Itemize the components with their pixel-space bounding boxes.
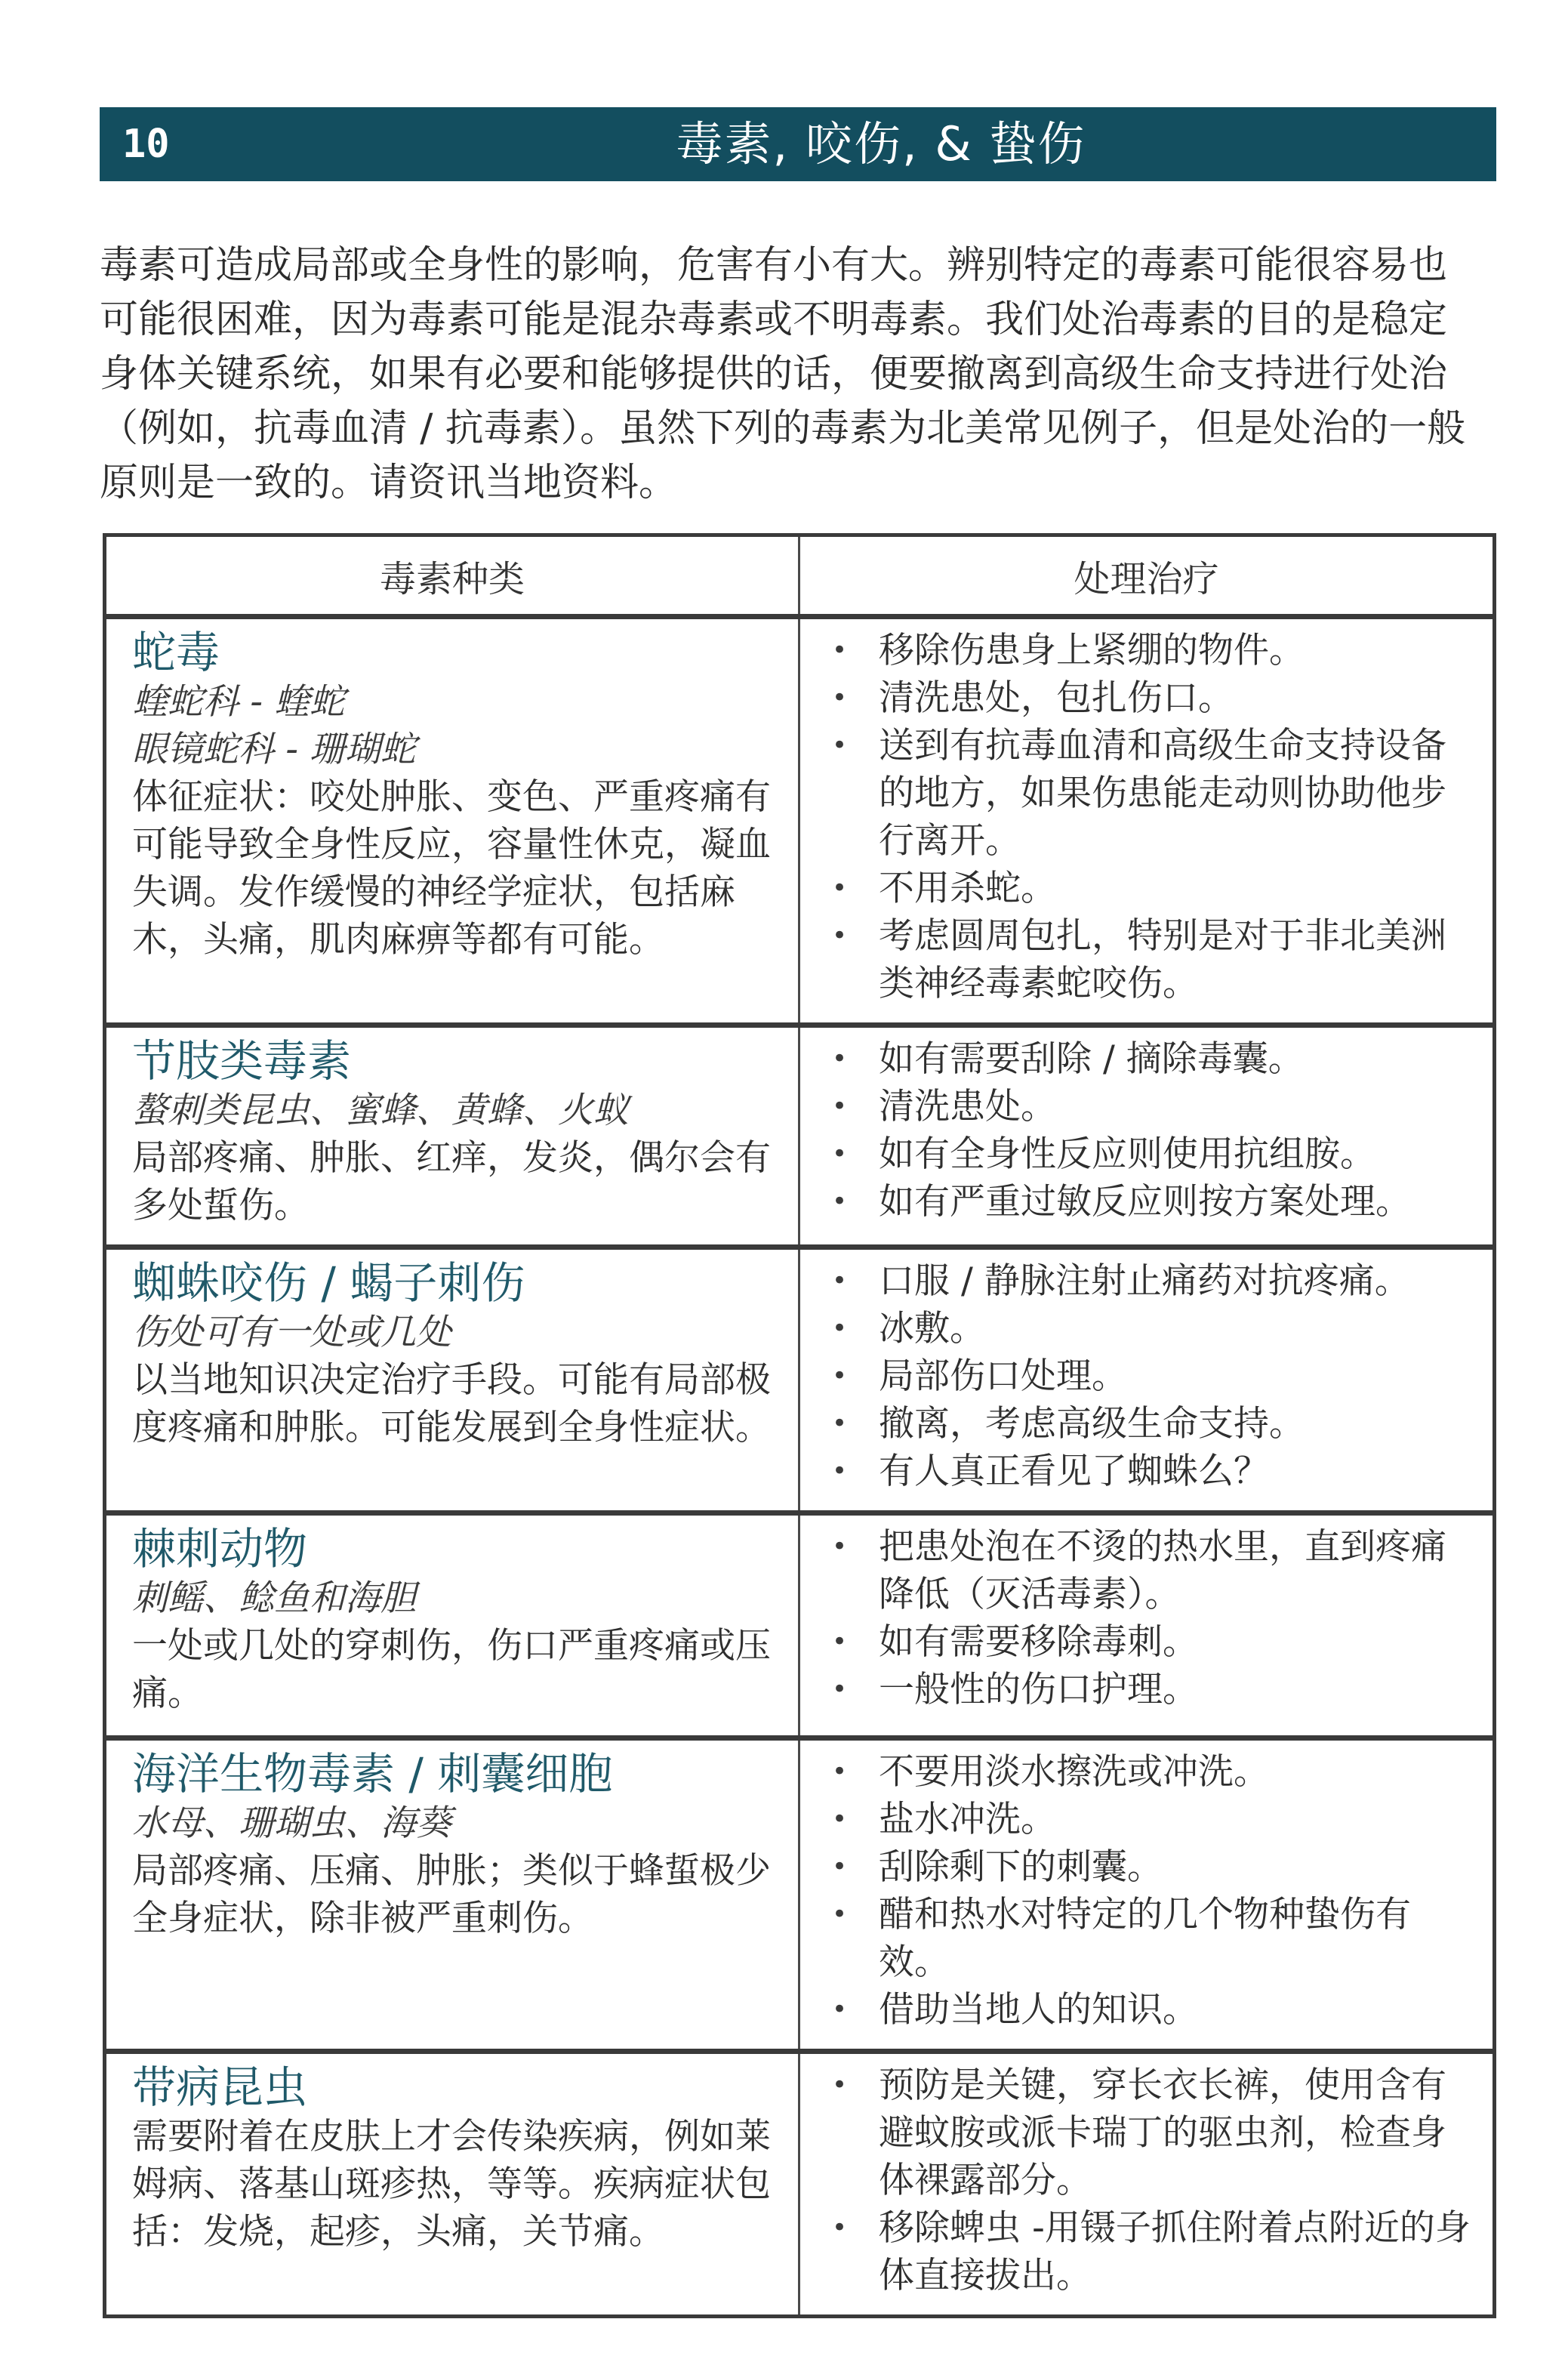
treatment-item: • 送到有抗毒血清和高级生命支持设备的地方，如果伤患能走动则协助他步行离开。: [826, 722, 1474, 865]
toxin-source: 螯刺类昆虫、蜜蜂、黄蜂、火蚁: [132, 1090, 629, 1131]
table-header-row: [105, 535, 1495, 617]
toxin-description: 体征症状：咬处肿胀、变色、严重疼痛有可能导致全身性反应，容量性休克，凝血失调。发作缓慢的神经学症状，包括麻木，头痛，肌肉麻痹等都有可能。: [132, 776, 771, 961]
treatment-list: [826, 1748, 1474, 2034]
treatment-cell: [799, 2052, 1495, 2317]
header-toxin-type: 毒素种类: [105, 535, 799, 617]
treatment-item: • 如有需要移除毒刺。: [826, 1618, 1474, 1666]
treatment-item: • 口服 / 静脉注射止痛药对抗疼痛。: [826, 1257, 1474, 1305]
treatment-item: • 移除伤患身上紧绷的物件。: [826, 627, 1474, 674]
treatment-item: • 局部伤口处理。: [826, 1352, 1474, 1400]
treatment-list: [826, 1035, 1474, 1226]
toxin-type-cell: [105, 1025, 799, 1247]
chapter-number: 10: [122, 122, 170, 167]
treatment-item: • 把患处泡在不烫的热水里，直到疼痛降低（灭活毒素）。: [826, 1523, 1474, 1618]
treatment-item: • 移除蜱虫 -用镊子抓住附着点附近的身体直接拔出。: [826, 2204, 1474, 2299]
toxin-source: 水母、珊瑚虫、海葵: [132, 1803, 451, 1844]
toxin-type-cell: [105, 1738, 799, 2052]
treatment-item: • 清洗患处。: [826, 1083, 1474, 1130]
toxin-description: 一处或几处的穿刺伤，伤口严重疼痛或压痛。: [132, 1625, 771, 1714]
treatment-item: • 醋和热水对特定的几个物种蛰伤有效。: [826, 1891, 1474, 1986]
treatment-item: • 如有全身性反应则使用抗组胺。: [826, 1130, 1474, 1178]
treatment-item: • 如有严重过敏反应则按方案处理。: [826, 1178, 1474, 1226]
table-row: [105, 1247, 1495, 1513]
treatment-list: [826, 1523, 1474, 1713]
toxin-type-cell: [105, 2052, 799, 2317]
toxin-category: 棘刺动物: [132, 1523, 308, 1574]
toxin-table: [103, 533, 1496, 2318]
table-row: [105, 1738, 1495, 2052]
treatment-list: [826, 1257, 1474, 1495]
treatment-item: • 考虑圆周包扎，特别是对于非北美洲类神经毒素蛇咬伤。: [826, 912, 1474, 1007]
treatment-item: • 刮除剩下的刺囊。: [826, 1843, 1474, 1891]
treatment-item: • 撤离，考虑高级生命支持。: [826, 1400, 1474, 1448]
toxin-description: 需要附着在皮肤上才会传染疾病，例如莱姆病、落基山斑疹热，等等。疾病症状包括：发烧，起疹，头痛，关节痛。: [132, 2116, 771, 2253]
toxin-type-cell: [105, 617, 799, 1025]
treatment-cell: [799, 1513, 1495, 1738]
toxin-source: 蝰蛇科 - 蝰蛇: [132, 681, 345, 723]
treatment-cell: [799, 617, 1495, 1025]
toxin-category: 带病昆虫: [132, 2062, 308, 2113]
toxin-source: 伤处可有一处或几处: [132, 1312, 451, 1353]
treatment-item: • 盐水冲洗。: [826, 1796, 1474, 1843]
chapter-title: 毒素, 咬伤, & 蛰伤: [676, 116, 1086, 171]
toxin-description: 以当地知识决定治疗手段。可能有局部极度疼痛和肿胀。可能发展到全身性症状。: [132, 1359, 771, 1448]
treatment-cell: [799, 1247, 1495, 1513]
treatment-item: • 有人真正看见了蜘蛛么？: [826, 1448, 1474, 1495]
treatment-item: • 不要用淡水擦洗或冲洗。: [826, 1748, 1474, 1796]
toxin-category: 蜘蛛咬伤 / 蝎子刺伤: [132, 1257, 525, 1309]
toxin-category: 蛇毒: [132, 627, 220, 678]
table-row: [105, 617, 1495, 1025]
toxin-description: 局部疼痛、肿胀、红痒，发炎，偶尔会有多处蜇伤。: [132, 1137, 771, 1226]
treatment-item: • 预防是关键，穿长衣长裤，使用含有避蚊胺或派卡瑞丁的驱虫剂，检查身体裸露部分。: [826, 2062, 1474, 2204]
treatment-item: • 一般性的伤口护理。: [826, 1666, 1474, 1713]
toxin-category: 节肢类毒素: [132, 1035, 352, 1087]
intro-paragraph: 毒素可造成局部或全身性的影响，危害有小有大。辨别特定的毒素可能很容易也可能很困难，因为毒素可能是混杂毒素或不明毒素。我们处治毒素的目的是稳定身体关键系统，如果有必要和能够提供的话，便要撤离到高级生命支持进行处治（例如，抗毒血清 / 抗毒素）。虽然下列的毒素为北美常见例子，但是处治的一般原则是一致的。请资讯当地资料。: [100, 243, 1466, 505]
treatment-list: [826, 627, 1474, 1007]
header-treatment: 处理治疗: [799, 535, 1495, 617]
treatment-item: • 清洗患处，包扎伤口。: [826, 674, 1474, 722]
treatment-cell: [799, 1738, 1495, 2052]
treatment-item: • 冰敷。: [826, 1305, 1474, 1352]
toxin-source: 刺鳐、鲶鱼和海胆: [132, 1577, 416, 1619]
table-row: [105, 1513, 1495, 1738]
treatment-cell: [799, 1025, 1495, 1247]
toxin-description: 局部疼痛、压痛、肿胀；类似于蜂蜇极少全身症状，除非被严重刺伤。: [132, 1850, 771, 1939]
toxin-type-cell: [105, 1247, 799, 1513]
toxin-source: 眼镜蛇科 - 珊瑚蛇: [132, 729, 416, 770]
table-row: [105, 2052, 1495, 2317]
treatment-item: • 借助当地人的知识。: [826, 1986, 1474, 2034]
table-row: [105, 1025, 1495, 1247]
treatment-list: [826, 2062, 1474, 2299]
treatment-item: • 如有需要刮除 / 摘除毒囊。: [826, 1035, 1474, 1083]
chapter-header: [100, 107, 1496, 181]
treatment-item: • 不用杀蛇。: [826, 865, 1474, 912]
toxin-type-cell: [105, 1513, 799, 1738]
toxin-category: 海洋生物毒素 / 刺囊细胞: [132, 1748, 613, 1799]
